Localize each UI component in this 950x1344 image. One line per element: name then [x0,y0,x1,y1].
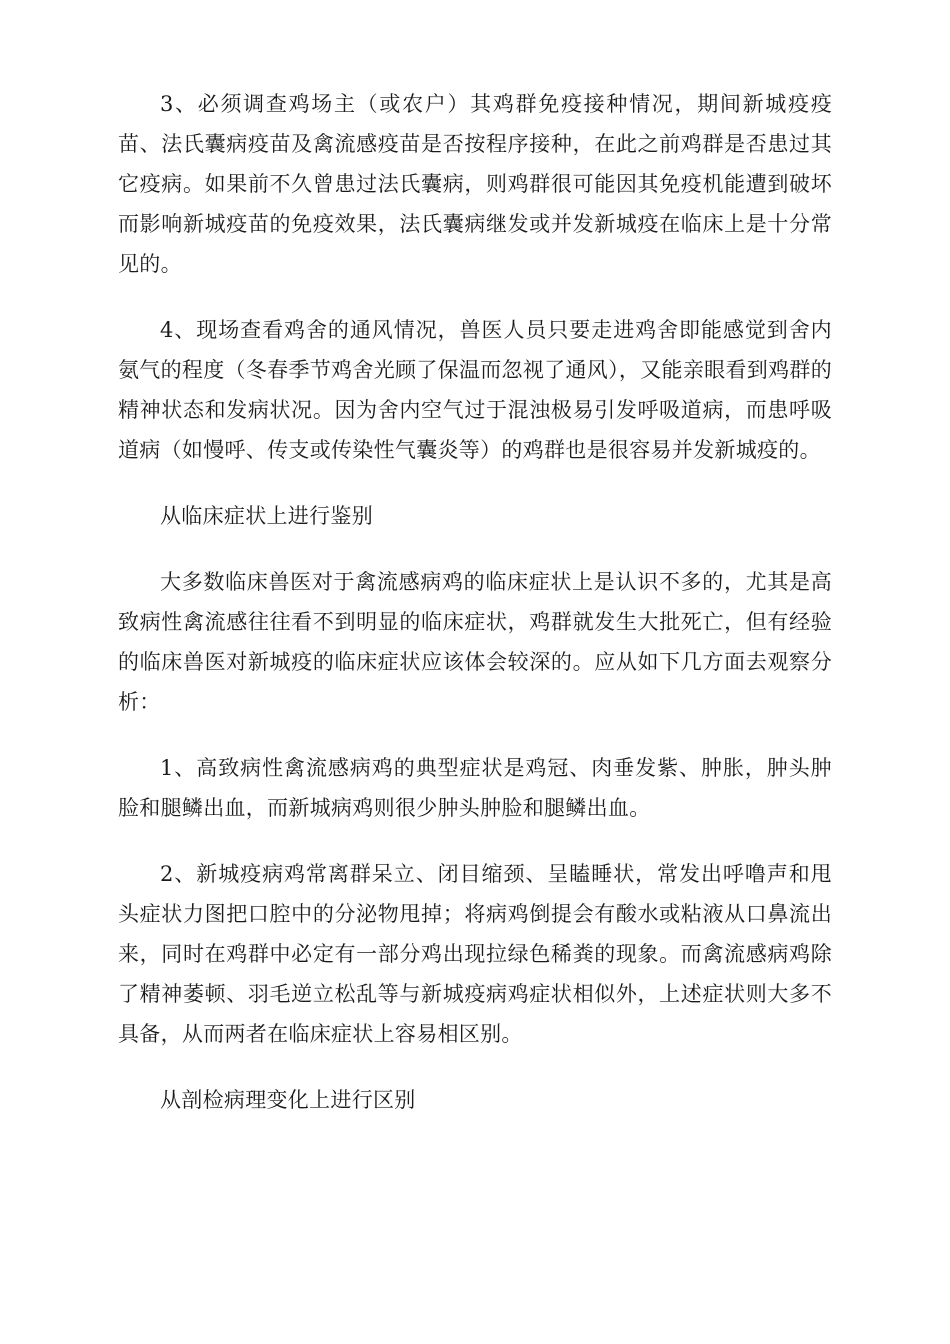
section-heading-clinical-symptoms: 从临床症状上进行鉴别 [160,504,373,528]
section-heading-pathology: 从剖检病理变化上进行区别 [160,1088,416,1112]
paragraph-vaccination-history: 3、必须调查鸡场主（或农户）其鸡群免疫接种情况，期间新城疫疫苗、法氏囊病疫苗及禽流感疫苗是否按程序接种，在此之前鸡群是否患过其它疫病。如果前不久曾患过法氏囊病，则鸡群很可能因其免疫机能遭到破坏而影响新城疫苗的免疫效果，法氏囊病继发或并发新城疫在临床上是十分常见的。 [118,92,832,276]
paragraph-symptom-2: 2、新城疫病鸡常离群呆立、闭目缩颈、呈瞌睡状，常发出呼噜声和甩头症状力图把口腔中的分泌物甩掉；将病鸡倒提会有酸水或粘液从口鼻流出来，同时在鸡群中必定有一部分鸡出现拉绿色稀粪的现象。而禽流感病鸡除了精神萎顿、羽毛逆立松乱等与新城疫病鸡症状相似外，上述症状则大多不具备，从而两者在临床症状上容易相区别。 [118,862,832,1046]
paragraph-symptom-1: 1、高致病性禽流感病鸡的典型症状是鸡冠、肉垂发紫、肿胀，肿头肿脸和腿鳞出血，而新城病鸡则很少肿头肿脸和腿鳞出血。 [118,756,832,820]
paragraph-clinical-overview: 大多数临床兽医对于禽流感病鸡的临床症状上是认识不多的，尤其是高致病性禽流感往往看不到明显的临床症状，鸡群就发生大批死亡，但有经验的临床兽医对新城疫的临床症状应该体会较深的。应从如下几方面去观察分析： [118,570,832,714]
paragraph-ventilation-check: 4、现场查看鸡舍的通风情况，兽医人员只要走进鸡舍即能感觉到舍内氨气的程度（冬春季节鸡舍光顾了保温而忽视了通风），又能亲眼看到鸡群的精神状态和发病状况。因为舍内空气过于混浊极易引发呼吸道病，而患呼吸道病（如慢呼、传支或传染性气囊炎等）的鸡群也是很容易并发新城疫的。 [118,318,832,462]
